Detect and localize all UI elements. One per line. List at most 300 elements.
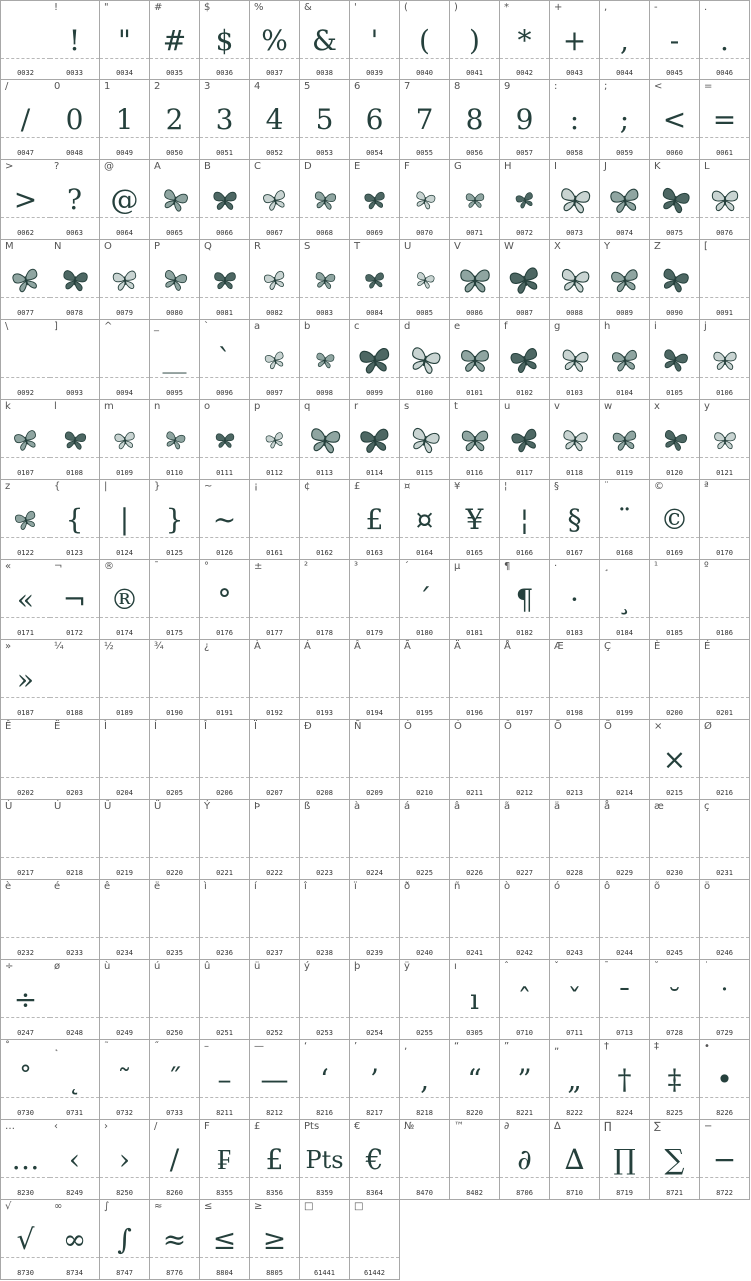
code-point-label: 0071 [466,229,483,237]
glyph-cell[interactable] [450,880,500,960]
code-point-label: 8734 [66,1269,83,1277]
glyph-cell[interactable] [700,160,750,240]
glyph-cell[interactable] [50,640,100,720]
glyph-cell[interactable] [50,960,100,1040]
glyph-cell[interactable] [400,0,450,80]
glyph-cell[interactable] [700,640,750,720]
glyph-cell[interactable] [200,640,250,720]
glyph-cell[interactable] [50,720,100,800]
code-point-label: 0106 [716,389,733,397]
glyph-cell[interactable] [50,0,100,80]
code-point-label: 0252 [266,1029,283,1037]
glyph-cell[interactable] [300,1120,350,1200]
glyph-cell[interactable] [350,1120,400,1200]
glyph-cell[interactable] [150,1120,200,1200]
glyph-cell[interactable] [350,0,400,80]
glyph-cell[interactable] [100,160,150,240]
glyph-cell[interactable] [300,480,350,560]
glyph-cell[interactable] [250,960,300,1040]
glyph-preview: © [660,503,689,536]
glyph-preview: ∫ [117,1223,132,1256]
glyph-cell[interactable] [150,1200,200,1280]
glyph-cell[interactable] [350,240,400,320]
glyph-cell[interactable] [650,0,700,80]
glyph-cell[interactable] [600,400,650,480]
glyph-cell[interactable] [700,240,750,320]
glyph-cell[interactable] [700,960,750,1040]
code-point-label: 0713 [616,1029,633,1037]
glyph-cell[interactable] [300,160,350,240]
glyph-cell[interactable] [0,240,51,320]
glyph-cell[interactable] [0,1120,51,1200]
glyph-cell[interactable] [600,640,650,720]
glyph-cell[interactable] [650,480,700,560]
glyph-cell[interactable] [500,0,550,80]
glyph-cell[interactable] [400,80,450,160]
glyph-cell[interactable] [700,80,750,160]
code-point-label: 0088 [566,309,583,317]
glyph-cell[interactable] [100,1120,150,1200]
glyph-cell[interactable] [150,800,200,880]
glyph-cell[interactable] [50,800,100,880]
butterfly-icon [508,185,542,215]
glyph-cell[interactable] [300,0,350,80]
glyph-cell[interactable] [600,1040,650,1120]
glyph-cell[interactable] [0,400,51,480]
glyph-cell[interactable] [100,480,150,560]
glyph-cell[interactable] [600,160,650,240]
glyph-cell[interactable] [0,960,51,1040]
glyph-cell[interactable] [400,800,450,880]
glyph-cell[interactable] [200,960,250,1040]
glyph-cell[interactable] [700,880,750,960]
glyph-cell[interactable] [250,400,300,480]
glyph-cell[interactable] [400,640,450,720]
glyph-cell[interactable] [550,960,600,1040]
glyph-cell[interactable] [300,560,350,640]
glyph-cell[interactable] [200,720,250,800]
glyph-cell[interactable] [500,480,550,560]
glyph-cell[interactable] [550,400,600,480]
glyph-cell[interactable] [350,80,400,160]
glyph-cell[interactable] [350,720,400,800]
code-point-label: 0168 [616,549,633,557]
glyph-cell[interactable] [700,1040,750,1120]
glyph-cell[interactable] [0,480,51,560]
glyph-cell[interactable] [450,320,500,400]
glyph-cell[interactable] [350,560,400,640]
character-label: 4 [254,81,261,92]
code-point-label: 0163 [366,549,383,557]
glyph-cell[interactable] [500,720,550,800]
butterfly-glyph [700,422,749,458]
glyph-cell[interactable] [150,640,200,720]
glyph-cell[interactable] [700,1120,750,1200]
glyph-cell[interactable] [600,0,650,80]
glyph-cell[interactable] [350,800,400,880]
glyph-cell[interactable] [600,240,650,320]
code-point-label: 0053 [316,149,333,157]
code-point-label: 0032 [17,69,34,77]
glyph-cell[interactable] [100,80,150,160]
code-point-label: 0105 [666,389,683,397]
glyph-cell[interactable] [350,640,400,720]
glyph-cell[interactable] [400,1040,450,1120]
butterfly-icon [408,425,442,455]
glyph-cell[interactable] [200,1200,250,1280]
code-point-label: 0112 [266,469,283,477]
glyph-cell[interactable] [700,400,750,480]
code-point-label: 0118 [566,469,583,477]
glyph-cell[interactable] [150,240,200,320]
glyph-cell[interactable] [450,240,500,320]
code-point-label: 0220 [166,869,183,877]
glyph-cell[interactable] [50,560,100,640]
glyph-cell[interactable] [650,560,700,640]
glyph-cell[interactable] [500,880,550,960]
code-point-label: 0245 [666,949,683,957]
butterfly-glyph [450,342,499,378]
glyph-cell[interactable] [50,80,100,160]
glyph-cell[interactable] [250,640,300,720]
glyph-cell[interactable] [550,0,600,80]
glyph-cell[interactable] [200,1120,250,1200]
glyph-preview: ' [370,24,379,57]
glyph-cell[interactable] [450,480,500,560]
glyph-cell[interactable] [550,880,600,960]
glyph-cell[interactable] [200,80,250,160]
butterfly-glyph [550,342,599,378]
character-label: † [604,1041,609,1052]
code-point-label: 0246 [716,949,733,957]
glyph-cell[interactable] [700,320,750,400]
glyph-cell[interactable] [0,800,51,880]
glyph-preview: – [217,1063,232,1096]
glyph-cell[interactable] [350,1200,400,1280]
glyph-cell[interactable] [100,0,150,80]
glyph-cell[interactable] [500,1040,550,1120]
butterfly-glyph [1,262,50,298]
glyph-cell[interactable] [50,1120,100,1200]
glyph-cell[interactable] [550,1120,600,1200]
glyph-cell[interactable] [50,1200,100,1280]
glyph-cell[interactable] [200,560,250,640]
glyph-cell[interactable] [550,80,600,160]
glyph-cell[interactable] [50,160,100,240]
glyph-cell[interactable] [600,880,650,960]
glyph-cell[interactable] [500,960,550,1040]
glyph-cell[interactable] [300,880,350,960]
glyph-cell[interactable] [300,80,350,160]
glyph-cell[interactable] [250,80,300,160]
glyph-cell[interactable] [400,160,450,240]
glyph-cell[interactable] [0,640,51,720]
code-point-label: 0061 [716,149,733,157]
code-point-label: 0035 [166,69,183,77]
glyph-cell[interactable] [0,880,51,960]
glyph-cell[interactable] [100,880,150,960]
glyph-cell[interactable] [650,240,700,320]
glyph-cell[interactable] [450,1120,500,1200]
glyph-cell[interactable] [700,800,750,880]
character-label: N [54,241,62,252]
butterfly-glyph [50,422,99,458]
glyph-cell[interactable] [450,400,500,480]
glyph-cell[interactable] [250,1120,300,1200]
glyph-cell[interactable] [150,0,200,80]
glyph-cell[interactable] [0,0,51,80]
glyph-cell[interactable] [400,720,450,800]
glyph-cell[interactable] [100,1040,150,1120]
code-point-label: 0078 [66,309,83,317]
glyph-cell[interactable] [150,960,200,1040]
glyph-cell[interactable] [200,160,250,240]
glyph-cell[interactable] [350,320,400,400]
glyph-cell[interactable] [300,320,350,400]
butterfly-icon [9,265,43,295]
glyph-cell[interactable] [150,320,200,400]
glyph-preview [650,582,699,618]
glyph-cell[interactable] [100,960,150,1040]
code-point-label: 0182 [516,629,533,637]
character-label: ‚ [404,1041,408,1052]
glyph-preview: ₣ [217,1143,232,1176]
glyph-cell[interactable] [300,800,350,880]
glyph-cell[interactable] [700,720,750,800]
glyph-cell[interactable] [200,880,250,960]
glyph-cell[interactable] [600,480,650,560]
glyph-cell[interactable] [300,1200,350,1280]
glyph-cell[interactable] [300,640,350,720]
character-label: Ü [154,801,162,812]
glyph-cell[interactable] [550,480,600,560]
glyph-cell[interactable] [200,800,250,880]
glyph-cell[interactable] [250,160,300,240]
glyph-cell[interactable] [600,960,650,1040]
glyph-cell[interactable] [550,240,600,320]
glyph-cell[interactable] [450,640,500,720]
glyph-cell[interactable] [650,1120,700,1200]
glyph-cell[interactable] [250,240,300,320]
glyph-cell[interactable] [300,1040,350,1120]
glyph-cell[interactable] [50,1040,100,1120]
glyph-cell[interactable] [100,560,150,640]
glyph-cell[interactable] [450,800,500,880]
glyph-cell[interactable] [500,400,550,480]
code-point-label: 0034 [116,69,133,77]
glyph-cell[interactable] [450,160,500,240]
glyph-cell[interactable] [400,240,450,320]
glyph-cell[interactable] [200,320,250,400]
glyph-cell[interactable] [500,1120,550,1200]
glyph-cell[interactable] [150,80,200,160]
glyph-cell[interactable] [500,160,550,240]
glyph-cell[interactable] [50,320,100,400]
glyph-cell[interactable] [200,400,250,480]
glyph-cell[interactable] [650,800,700,880]
glyph-cell[interactable] [450,960,500,1040]
glyph-cell[interactable] [350,880,400,960]
glyph-cell[interactable] [450,80,500,160]
glyph-cell[interactable] [550,320,600,400]
glyph-cell[interactable] [100,640,150,720]
glyph-cell[interactable] [700,480,750,560]
character-label: Ì [104,721,107,732]
glyph-cell[interactable] [650,320,700,400]
code-point-label: 0120 [666,469,683,477]
glyph-cell[interactable] [150,480,200,560]
glyph-cell[interactable] [100,720,150,800]
glyph-cell[interactable] [450,0,500,80]
glyph-cell[interactable] [250,0,300,80]
glyph-cell[interactable] [550,1040,600,1120]
glyph-cell[interactable] [700,560,750,640]
glyph-cell[interactable] [200,240,250,320]
glyph-preview [300,502,349,538]
glyph-cell[interactable] [100,320,150,400]
glyph-cell[interactable] [150,1040,200,1120]
glyph-cell[interactable] [200,1040,250,1120]
code-point-label: 0193 [316,709,333,717]
glyph-cell[interactable] [400,1120,450,1200]
glyph-preview [400,822,449,858]
glyph-preview: ´ [417,583,432,616]
glyph-cell[interactable] [650,880,700,960]
glyph-cell[interactable] [0,1040,51,1120]
code-point-label: 0056 [466,149,483,157]
glyph-cell[interactable] [300,240,350,320]
character-label: C [254,161,261,172]
glyph-cell[interactable] [250,320,300,400]
glyph-cell[interactable] [450,720,500,800]
glyph-cell[interactable] [650,640,700,720]
glyph-cell[interactable] [650,1040,700,1120]
glyph-preview [300,742,349,778]
glyph-cell[interactable] [600,800,650,880]
glyph-cell[interactable] [250,560,300,640]
character-label: i [654,321,657,332]
code-point-label: 0065 [166,229,183,237]
glyph-cell[interactable] [150,720,200,800]
glyph-cell[interactable] [100,1200,150,1280]
glyph-cell[interactable] [50,480,100,560]
glyph-cell[interactable] [50,240,100,320]
glyph-cell[interactable] [350,1040,400,1120]
glyph-cell[interactable] [350,960,400,1040]
code-point-label: 0217 [17,869,34,877]
code-point-label: 0082 [266,309,283,317]
glyph-cell[interactable] [250,720,300,800]
glyph-cell[interactable] [250,1040,300,1120]
character-label: Æ [554,641,564,652]
code-point-label: 0229 [616,869,633,877]
glyph-cell[interactable] [150,880,200,960]
glyph-cell[interactable] [100,400,150,480]
glyph-cell[interactable] [350,400,400,480]
glyph-cell[interactable] [50,880,100,960]
glyph-cell[interactable] [300,720,350,800]
character-label: ˛ [54,1041,59,1052]
character-label: Ý [204,801,211,812]
glyph-cell[interactable] [100,800,150,880]
glyph-cell[interactable] [450,1040,500,1120]
glyph-cell[interactable] [450,560,500,640]
glyph-cell[interactable] [400,560,450,640]
glyph-cell[interactable] [550,720,600,800]
character-label: 0 [54,81,61,92]
glyph-cell[interactable] [300,400,350,480]
glyph-cell[interactable] [550,800,600,880]
glyph-cell[interactable] [700,0,750,80]
glyph-cell[interactable] [600,1120,650,1200]
glyph-cell[interactable] [600,80,650,160]
glyph-cell[interactable] [500,240,550,320]
butterfly-icon [508,345,542,375]
glyph-cell[interactable] [150,160,200,240]
character-label: ¶ [504,561,511,572]
glyph-cell[interactable] [600,320,650,400]
glyph-cell[interactable] [350,480,400,560]
glyph-cell[interactable] [500,560,550,640]
glyph-cell[interactable] [500,80,550,160]
glyph-cell[interactable] [400,960,450,1040]
glyph-cell[interactable] [150,560,200,640]
glyph-cell[interactable] [550,640,600,720]
glyph-cell[interactable] [250,1200,300,1280]
glyph-cell[interactable] [200,0,250,80]
character-label: T [354,241,361,252]
glyph-cell[interactable] [250,480,300,560]
code-point-label: 0086 [466,309,483,317]
glyph-cell[interactable] [500,320,550,400]
glyph-cell[interactable] [400,400,450,480]
glyph-cell[interactable] [0,1200,51,1280]
glyph-cell[interactable] [150,400,200,480]
code-point-label: 8212 [266,1109,283,1117]
glyph-cell[interactable] [50,400,100,480]
glyph-cell[interactable] [0,160,51,240]
glyph-cell[interactable] [250,800,300,880]
glyph-cell[interactable] [400,880,450,960]
glyph-cell[interactable] [600,720,650,800]
code-point-label: 0237 [266,949,283,957]
glyph-cell[interactable] [350,160,400,240]
glyph-cell[interactable] [550,160,600,240]
glyph-cell[interactable] [650,400,700,480]
glyph-preview: — [260,1063,289,1096]
glyph-cell[interactable] [0,80,51,160]
glyph-cell[interactable] [100,240,150,320]
glyph-cell[interactable] [650,80,700,160]
glyph-cell[interactable] [400,320,450,400]
glyph-cell[interactable] [650,160,700,240]
glyph-cell[interactable] [200,480,250,560]
glyph-cell[interactable] [650,720,700,800]
glyph-cell[interactable] [0,560,51,640]
glyph-cell[interactable] [500,800,550,880]
glyph-cell[interactable] [0,320,51,400]
glyph-cell[interactable] [500,640,550,720]
glyph-cell[interactable] [250,880,300,960]
glyph-cell[interactable] [550,560,600,640]
glyph-cell[interactable] [0,720,51,800]
glyph-cell[interactable] [300,960,350,1040]
glyph-cell[interactable] [650,960,700,1040]
butterfly-icon [608,345,642,375]
glyph-cell[interactable] [600,560,650,640]
glyph-cell[interactable] [400,480,450,560]
character-label: . [704,2,708,13]
